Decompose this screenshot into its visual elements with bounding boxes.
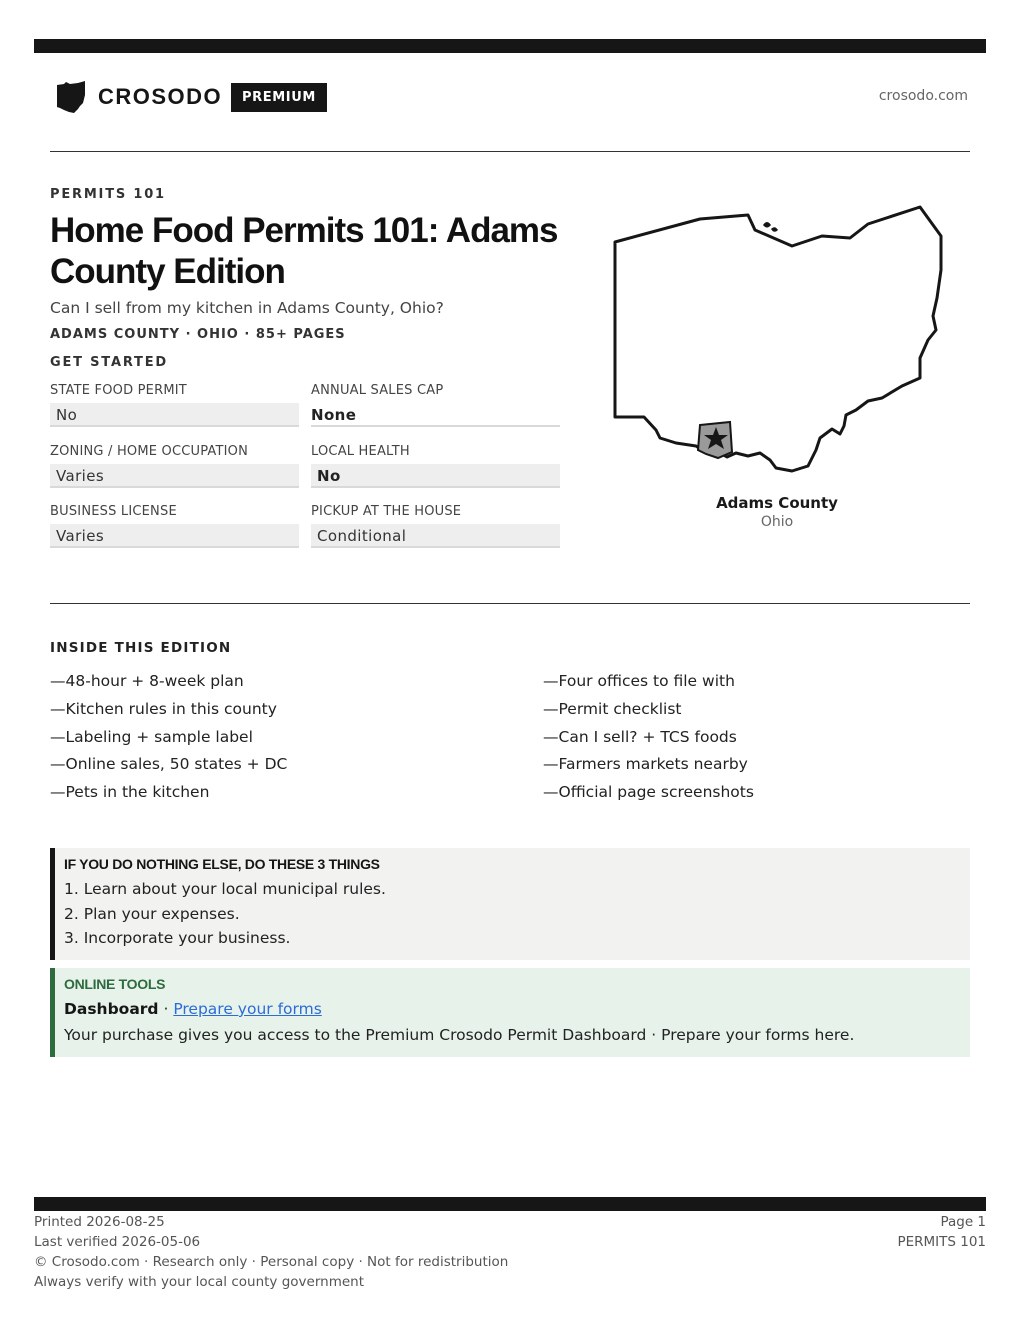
premium-badge: PREMIUM xyxy=(231,83,327,112)
verified-date: Last verified 2026-05-06 xyxy=(34,1234,201,1250)
fact-local-health xyxy=(311,444,560,488)
list-item: —48-hour + 8-week plan xyxy=(50,672,244,690)
footer-left xyxy=(34,1212,508,1292)
online-tools-box xyxy=(50,968,970,1057)
copyright: © Crosodo.com · Research only · Personal copy · Not for redistribution xyxy=(34,1254,509,1270)
list-item: 1. Learn about your local municipal rules. xyxy=(64,880,386,898)
list-item: —Permit checklist xyxy=(543,699,682,718)
tools-description: Your purchase gives you access to the Premium Crosodo Permit Dashboard · Prepare your forms here. xyxy=(64,1026,855,1044)
page-number: Page 1 xyxy=(940,1214,986,1230)
tools-title: ONLINE TOOLS xyxy=(64,976,166,992)
fact-value: Varies xyxy=(50,524,299,548)
list-item: —Farmers markets nearby xyxy=(543,755,748,774)
list-item: —Labeling + sample label xyxy=(50,727,253,746)
header-divider xyxy=(50,151,970,152)
map-county-name: Adams County xyxy=(716,494,838,512)
fact-label: LOCAL HEALTH xyxy=(311,444,410,459)
list-item: —Online sales, 50 states + DC xyxy=(50,755,288,774)
lake-erie-islands xyxy=(763,222,778,232)
verify-note: Always verify with your local county government xyxy=(34,1274,364,1290)
fact-label: BUSINESS LICENSE xyxy=(50,504,177,519)
brand-name: CROSODO xyxy=(98,84,223,109)
get-started-heading: GET STARTED xyxy=(50,355,168,370)
fact-label: ANNUAL SALES CAP xyxy=(311,383,444,398)
fact-label: ZONING / HOME OCCUPATION xyxy=(50,444,249,459)
site-url[interactable]: crosodo.com xyxy=(878,88,968,104)
section-divider xyxy=(50,603,970,604)
eyebrow: PERMITS 101 xyxy=(50,187,166,202)
contents-list-right xyxy=(543,668,963,807)
fact-label: STATE FOOD PERMIT xyxy=(50,383,187,398)
ohio-map xyxy=(600,198,950,488)
list-item: —Four offices to file with xyxy=(543,672,735,690)
page-title: Home Food Permits 101: Adams County Edition xyxy=(50,211,558,291)
list-item: —Kitchen rules in this county xyxy=(50,699,277,718)
three-things-callout xyxy=(50,848,970,960)
ohio-logo-icon xyxy=(56,81,86,114)
dashboard-label: Dashboard xyxy=(64,1000,159,1018)
fact-value: No xyxy=(311,464,560,488)
separator: · xyxy=(158,1000,174,1018)
fact-value: Conditional xyxy=(311,524,560,548)
fact-pickup xyxy=(311,504,560,548)
footer-right xyxy=(897,1212,986,1252)
top-bar xyxy=(34,39,986,53)
ohio-outline xyxy=(615,207,941,471)
list-item: —Official page screenshots xyxy=(543,783,754,802)
callout-title: IF YOU DO NOTHING ELSE, DO THESE 3 THINGS xyxy=(64,856,380,872)
inside-edition-title: INSIDE THIS EDITION xyxy=(50,640,232,656)
fact-value: No xyxy=(50,403,299,427)
list-item: —Pets in the kitchen xyxy=(50,783,210,802)
map-caption xyxy=(600,494,954,530)
tools-line xyxy=(64,996,970,1022)
list-item: 3. Incorporate your business. xyxy=(64,929,291,947)
prepare-forms-link[interactable]: Prepare your forms xyxy=(173,1000,322,1018)
fact-state-food-permit xyxy=(50,383,299,427)
fact-business-license xyxy=(50,504,299,548)
callout-list xyxy=(64,877,970,951)
fact-value: Varies xyxy=(50,464,299,488)
list-item: 2. Plan your expenses. xyxy=(64,904,240,923)
bottom-bar xyxy=(34,1197,986,1211)
contents-list-left xyxy=(50,668,470,807)
printed-date: Printed 2026-08-25 xyxy=(34,1214,165,1230)
footer-section: PERMITS 101 xyxy=(897,1234,986,1250)
map-state-name: Ohio xyxy=(760,514,794,530)
fact-annual-sales-cap xyxy=(311,383,560,427)
fact-value: None xyxy=(311,403,560,427)
edition-meta: ADAMS COUNTY · OHIO · 85+ PAGES xyxy=(50,327,346,342)
subtitle: Can I sell from my kitchen in Adams County, Ohio? xyxy=(50,299,444,317)
header xyxy=(50,76,970,120)
list-item: —Can I sell? + TCS foods xyxy=(543,727,737,746)
fact-zoning xyxy=(50,444,299,488)
fact-label: PICKUP AT THE HOUSE xyxy=(311,504,462,519)
